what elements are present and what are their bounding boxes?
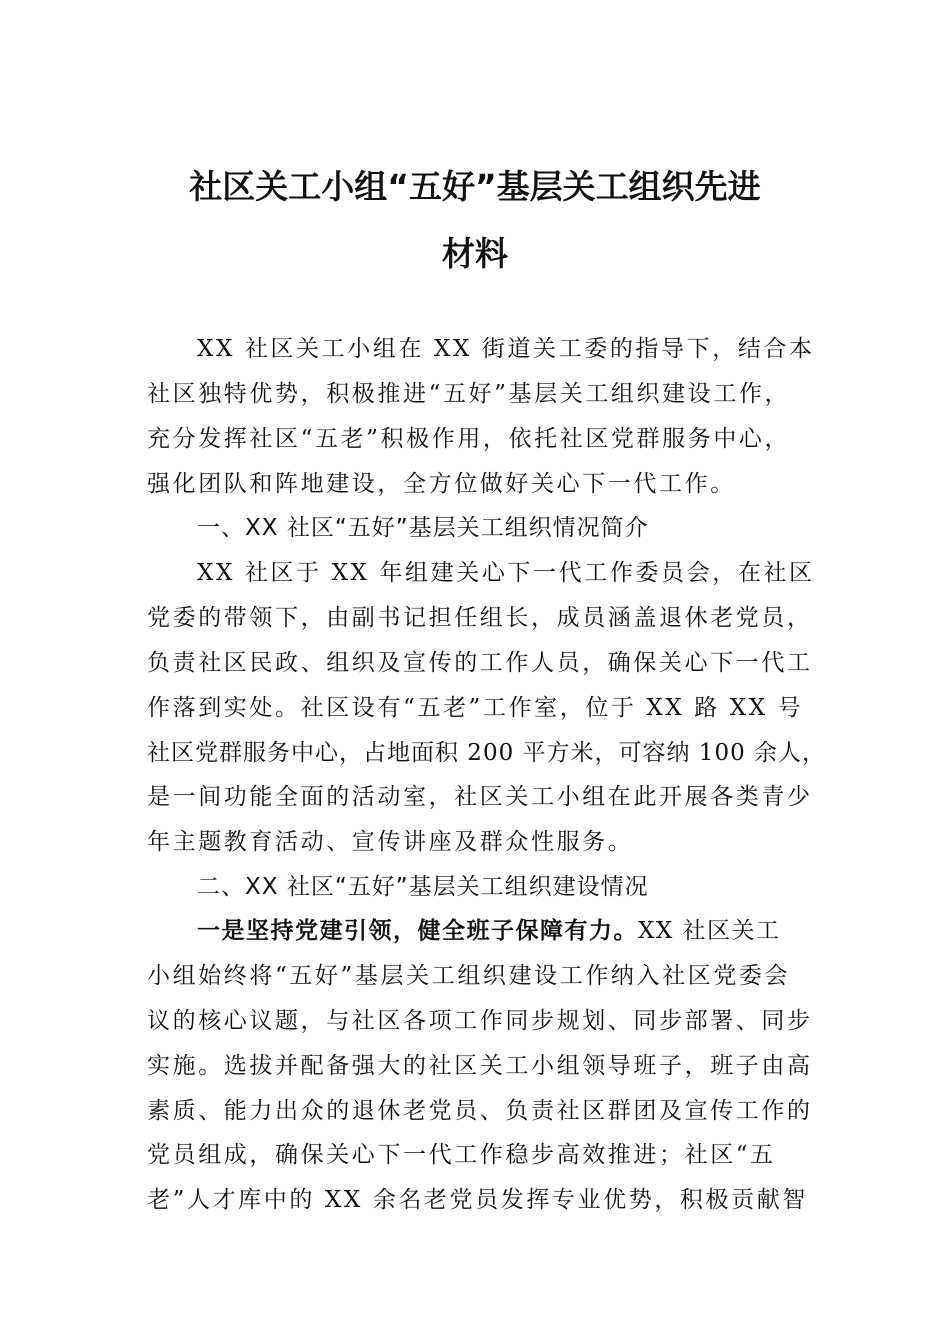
paragraph-line: 党委的带领下，由副书记担任组长，成员涵盖退休老党员， xyxy=(147,605,813,631)
paragraph-line: 作落到实处。社区设有“五老”工作室，位于 XX 路 XX 号 xyxy=(147,695,804,721)
paragraph-line: 是一间功能全面的活动室，社区关工小组在此开展各类青少 xyxy=(147,784,813,810)
paragraph-line: 小组始终将“五好”基层关工组织建设工作纳入社区党委会 xyxy=(147,963,791,989)
paragraph-line: 社区独特优势，积极推进“五好”基层关工组织建设工作， xyxy=(147,381,791,407)
bold-lead-text: 一是坚持党建引领，健全班子保障有力。 xyxy=(197,918,638,944)
section-heading-1: 一、XX 社区“五好”基层关工组织情况简介 xyxy=(197,515,649,541)
document-title-line-2: 材料 xyxy=(442,234,508,273)
paragraph-line: 强化团队和阵地建设，全方位做好关心下一代工作。 xyxy=(147,471,736,497)
paragraph-line: 年主题教育活动、宣传讲座及群众性服务。 xyxy=(147,829,634,855)
paragraph-line: 素质、能力出众的退休老党员、负责社区群团及宣传工作的 xyxy=(147,1098,813,1124)
paragraph-line: XX 社区关工小组在 XX 街道关工委的指导下，结合本 xyxy=(197,336,815,362)
paragraph-line: XX 社区于 XX 年组建关心下一代工作委员会，在社区 xyxy=(197,560,815,586)
paragraph-text: XX 社区关工 xyxy=(638,918,781,944)
paragraph-line: 实施。选拔并配备强大的社区关工小组领导班子，班子由高 xyxy=(147,1053,813,1079)
section-heading-2: 二、XX 社区“五好”基层关工组织建设情况 xyxy=(197,874,649,900)
document-title-line-1: 社区关工小组“五好”基层关工组织先进 xyxy=(189,167,761,206)
paragraph-line: 老”人才库中的 XX 余名老党员发挥专业优势，积极贡献智 xyxy=(147,1187,808,1213)
paragraph-line: 社区党群服务中心，占地面积 200 平方米，可容纳 100 余人， xyxy=(147,740,827,766)
paragraph-line-with-lead xyxy=(197,916,781,946)
paragraph-line: 充分发挥社区“五老”积极作用，依托社区党群服务中心， xyxy=(147,426,791,452)
paragraph-line: 党员组成，确保关心下一代工作稳步高效推进；社区“五 xyxy=(147,1142,776,1168)
paragraph-line: 负责社区民政、组织及宣传的工作人员，确保关心下一代工 xyxy=(147,650,813,676)
paragraph-line: 议的核心议题，与社区各项工作同步规划、同步部署、同步 xyxy=(147,1008,813,1034)
